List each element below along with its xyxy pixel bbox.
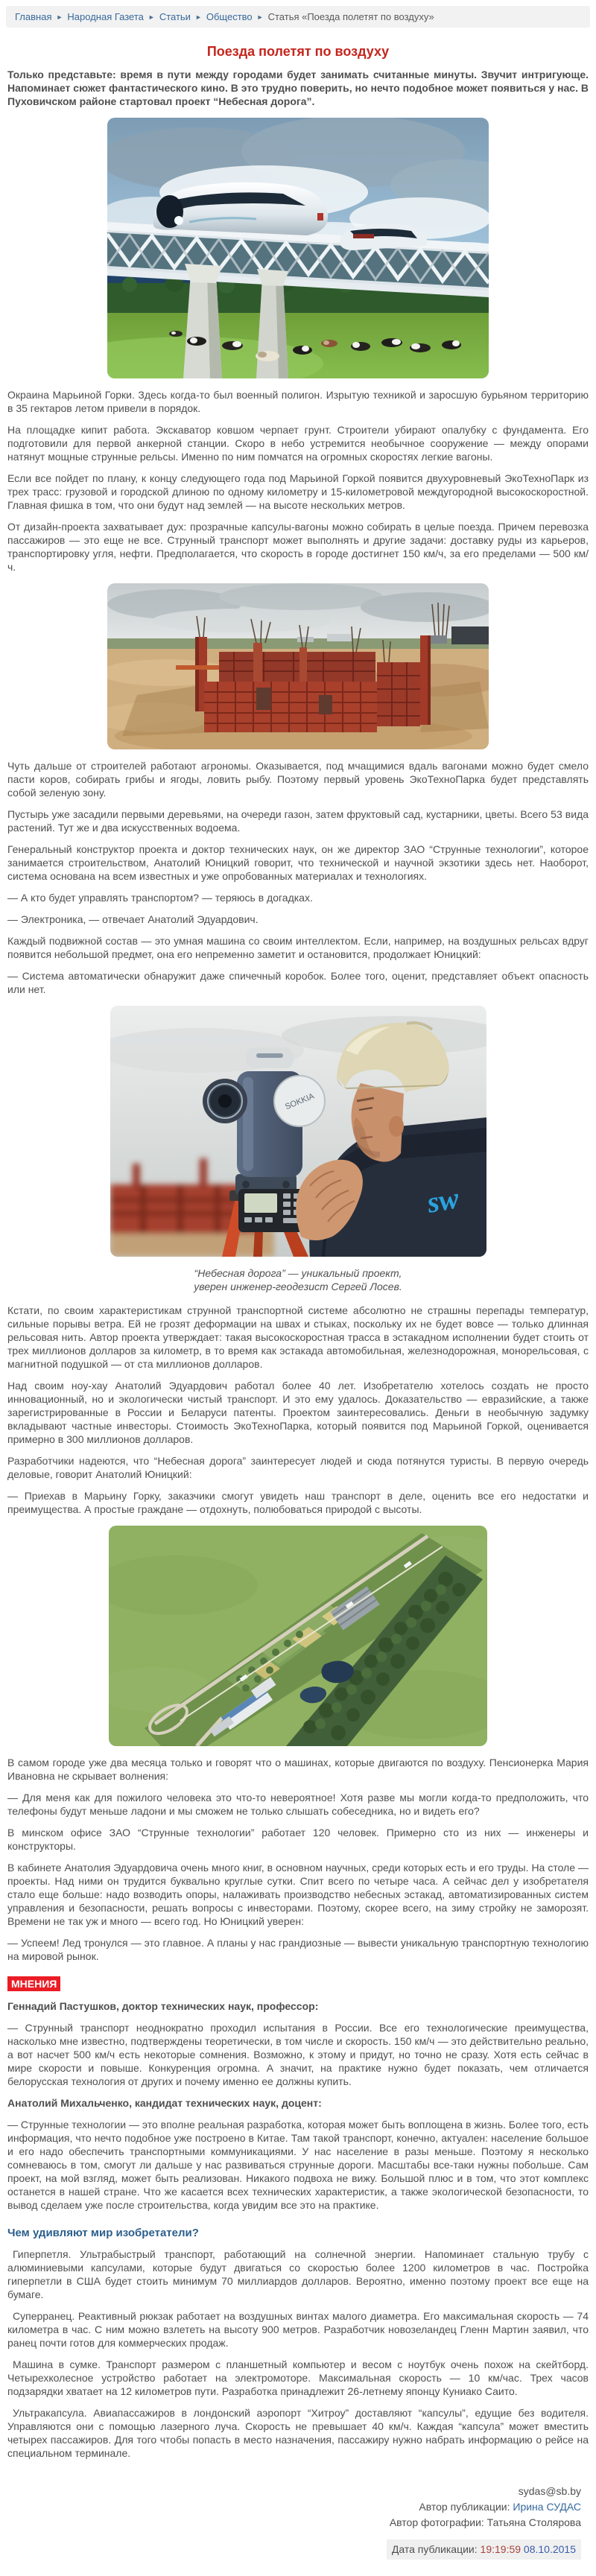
paragraph: На площадке кипит работа. Экскаватор ковшом черпает грунт. Строители убирают опалубку с фундамента. Его подготовили для первой анкерной станции. Скоро в небо устремится необычное сооружение — между опорами натянут мощные струнные рельсы. Именно по ним помчатся на огромных скоростях легкие вагоны. [7,424,589,463]
skyway-concept-illustration [107,118,489,378]
paragraph: — Приехав в Марьину Горку, заказчики смогут увидеть наш транспорт в деле, оценить все его недостатки и преимущества. А простые граждане — отдохнуть, полюбоваться природой с высоты. [7,1490,589,1515]
breadcrumb-separator-icon: ► [194,13,202,21]
paragraph: — Успеем! Лед тронулся — это главное. А планы у нас грандиозные — вывести уникальную транспортную технологию на мировой рынок. [7,1937,589,1962]
breadcrumb-link-society[interactable]: Общество [206,11,253,22]
page-title: Поезда полетят по воздуху [206,44,390,59]
publication-time: 19:19:59 [480,2543,522,2555]
ecotechnopark-aerial-photo [109,1526,487,1746]
paragraph: От дизайн-проекта захватывает дух: прозрачные капсулы-вагоны можно собирать в целые поезда. Причем перевозка пассажиров — это еще не все. Струнный транспорт может выполнять и другие задачи: доставку руды из карьеров, транспортировку угля, нефти. Предполагается, что скорость в городе достигнет 150 км/ч, за его пределами — 500 км/ч. [7,521,589,573]
paragraph: — Система автоматически обнаружит даже спичечный коробок. Более того, оценит, представляет объект опасность или нет. [7,970,589,995]
opinion-author-2: Анатолий Михальченко, кандидат технических наук, доцент: [7,2097,322,2109]
breadcrumb-current: Статья «Поезда полетят по воздуху» [267,11,434,22]
paragraph: — Электроника, — отвечает Анатолий Эдуардович. [7,913,259,925]
surveyor-illustration [110,1006,486,1257]
photographer-name: Татьяна Столярова [486,2516,581,2528]
instrument-brand-label: SOKKIA [283,1091,316,1112]
opinions-badge: МНЕНИЯ [7,1976,60,1991]
opinion-author-1: Геннадий Пастушков, доктор технических наук, профессор: [7,2000,319,2012]
breadcrumb-separator-icon: ► [256,13,264,21]
paragraph: — Для меня как для пожилого человека это что-то невероятное! Хотя разве мы могли когда-то предположить, что телефоны будут меньше ладони и мы сможем не только слышать собеседника, но и видеть его? [7,1792,589,1817]
lead-paragraph: Только представьте: время в пути между городами будет занимать считанные минуты. Звучит интригующе. Напоминает сюжет фантастического кино. В это трудно поверить, но нечто подобное может появиться у нас. В Пуховичском районе стартовал проект “Небесная дорога”. [7,69,589,107]
author-email-link[interactable]: sydas@sb.by [518,2485,581,2497]
inventor-item-jetpack: Суперранец. Реактивный рюкзак работает на воздушных винтах малого диаметра. Его максимальная скорость — 74 километра в час. С ним можно взлететь на высоту 900 метров. Разработчик новозеландец Гленн Мартин заявил, что ранец почти готов для коммерческих продаж. [7,2310,589,2349]
inventor-item-hyperloop: Гиперпетля. Ультрабыстрый транспорт, работающий на солнечной энергии. Напоминает стальную трубу с алюминиевыми капсулами, которые будут двигаться со скоростью более 1200 километров в час. Постройка гиперпетли в США будет стоить минимум 70 миллиардов долларов. Вероятно, именно поэтому проект все еще на бумаге. [7,2248,589,2300]
breadcrumb-link-articles[interactable]: Статьи [159,11,191,22]
article-body [0,68,596,2560]
paragraph: В кабинете Анатолия Эдуардовича очень много книг, в основном научных, среди которых есть и его труды. На столе — проекты. Над ними он трудится буквально круглые сутки. Спит всего по четыре часа. А сейчас дел у изобретателя стало еще больше: надо возводить опоры, налаживать производство небесных эстакад, автоматизированных систем управления и безопасности, решать вопросы с инвесторами. Поэтому, скорее всего, на зиму стройку не заморозят. Времени не так уж и много — всего год. Но Юницкий уверен: [7,1862,589,1927]
inventor-item-bag-car: Машина в сумке. Транспорт размером с планшетный компьютер и весом с ноутбук очень похож на скейтборд. Четырехколесное устройство работает на электромоторе. Максимальная скорость — 10 км/час. Трех часов подзарядки хватает на 12 километров пути. Разработка принадлежит 26-летнему японцу Куниако Саито. [7,2358,589,2397]
surveyor-photo [110,1006,486,1257]
ecotechnopark-aerial-illustration [109,1526,487,1746]
opinion-text-1: — Струнный транспорт неоднократно проходил испытания в России. Все его технологические преимущества, насколько мне известно, подтверждены теоретически, в том числе и скорость. 150 км/ч — это действительно реально, а вот насчет 500 км/ч есть некоторые сомнения. Возможно, к этому и придут, но точно не сразу. Хотя есть сейчас в мире скорости и повыше. Конкуренция огромна. А значит, на практике нужно будет показать, чем отличается белорусская технология от других и почему именно ее должны купить. [7,2022,589,2087]
paragraph: Генеральный конструктор проекта и доктор технических наук, он же директор ЗАО “Струнные технологии”, которое занимается строительством, Анатолий Юницкий говорит, что технической и научной экзотики здесь нет. Наоборот, система основана на всем известных и уже опробованных материалах и технологиях. [7,843,589,882]
construction-site-illustration [107,583,489,749]
paragraph: Каждый подвижной состав — это умная машина со своим интеллектом. Если, например, на воздушных рельсах вдруг появится небольшой предмет, она его непременно заметит и остановится, продолжает Юницкий: [7,935,589,960]
author-name-link[interactable]: Ирина СУДАС [513,2501,581,2513]
paragraph: Чуть дальше от строителей работают агрономы. Оказывается, под мчащимися вдаль вагонами можно будет смело пасти коров, собирать грибы и ягоды, ловить рыбу. Поэтому первый уровень ЭкоТехноПарка будет представлять собой зеленую зону. [7,760,589,799]
publication-date-line [387,2539,581,2560]
paragraph: — А кто будет управлять транспортом? — теряюсь в догадках. [7,892,313,904]
opinion-text-2: — Струнные технологии — это вполне реальная разработка, которая может быть воплощена в жизнь. Более того, есть информация, что нечто подобное уже построено в Китае. Там такой транспорт, конечно, актуален: население большое и его надо обеспечить транспортными коммуникациями. У нас население в разы меньше. Поэтому я несколько сомневаюсь в том, смогут ли дальше у нас развиваться струнные дороги. Масштабы все-таки нужны побольше. Сам проект, на мой взгляд, может быть реализован. Никакого подвоха не вижу. Большой плюс и в том, что этот комплекс останется в нашей стране. Что же касается всех технических характеристик, а также экологической безопасности, то вывод сделаем уже после строительства, когда увидим все это на практике. [7,2119,589,2211]
ear [389,1116,404,1137]
jacket-logo: sw [424,1181,461,1219]
date-label: Дата публикации: [391,2543,481,2555]
breadcrumb-separator-icon: ► [56,13,63,21]
paragraph: В минском офисе ЗАО “Струнные технологии” работает 120 человек. Примерно сто из них — инженеры и конструкторы. [7,1827,589,1852]
skyway-concept-photo [107,118,489,378]
author-label: Автор публикации: [419,2501,513,2513]
front-capsule-train [153,183,328,235]
paragraph: Кстати, по своим характеристикам струнной транспортной системе абсолютно не страшны перепады температур, сильные порывы ветра. Ей не грозят деформации на швах и стыках, поскольку их не будет вовсе — только длинная рельсовая нить. Автор проекта утверждает: такая высокоскоростная трасса в эстакадном исполнении будет стоить от трех миллионов долларов за километр, в то время как эстакада автомобильная, железнодорожная, монорельсовая, с магнитной подушкой — от ста миллионов долларов. [7,1304,589,1370]
inventors-heading: Чем удивляют мир изобретатели? [7,2227,199,2239]
breadcrumb-link-gazeta[interactable]: Народная Газета [67,11,144,22]
photo-caption [7,1266,589,1293]
caption-line-1: “Небесная дорога” — уникальный проект, [194,1267,402,1279]
breadcrumb-link-home[interactable]: Главная [15,11,52,22]
construction-site-photo [107,583,489,749]
paragraph: В самом городе уже два месяца только и говорят что о машинах, которые двигаются по воздуху. Пенсионерка Мария Ивановна не скрывает волнения: [7,1757,589,1782]
publication-date: 08.10.2015 [523,2543,576,2555]
paragraph: Над своим ноу-хау Анатолий Эдуардович работал более 40 лет. Изобретателю хотелось создать не просто инновационный, но и экологически чистый транспорт. И это ему удалось. Доказательство — евразийские, а также зарегистрированные в России и Беларуси патенты. Проектом заинтересовались. Деньги в необычную задумку вкладывают частные инвесторы. Стоимость ЭкоТехноПарка, который появится под Марьиной Горкой, оценивается примерно в 300 миллионов долларов. [7,1380,589,1445]
breadcrumb [6,6,590,28]
paragraph: Пустырь уже засадили первыми деревьями, на очереди газон, затем фруктовый сад, кустарники, цветы. Всего 53 вида растений. Тут же и два искусственных водоема. [7,808,589,834]
breadcrumb-separator-icon: ► [148,13,155,21]
inventor-item-ultracapsule: Ультракапсула. Авиапассажиров в лондонский аэропорт “Хитроу” доставляют “капсулы”, едущие без водителя. Управляются они с помощью лазерного луча. Скорость не превышает 40 км/ч. Каждая “капсула” может вместить четырех пассажиров. Для того чтобы попасть в место назначения, пассажиру нужно набрать информацию о рейсе на специальном терминале. [7,2407,589,2459]
caption-line-2: уверен инженер-геодезист Сергей Лосев. [194,1281,402,1292]
photographer-label: Автор фотографии: [389,2516,487,2528]
article-footer [15,2484,581,2560]
paragraph: Разработчики надеются, что “Небесная дорога” заинтересует людей и сюда потянутся туристы. В первую очередь деловые, говорит Анатолий Юницкий: [7,1455,589,1480]
paragraph: Если все пойдет по плану, к концу следующего года под Марьиной Горкой появится двухуровневый ЭкоТехноПарк из трех трасс: грузовой и городской длиною по одному километру и 15-километровой междугородной высокоскоростной. Главная фишка в том, что они будут над землей — на высоте нескольких метров. [7,472,589,511]
paragraph: Окраина Марьиной Горки. Здесь когда-то был военный полигон. Изрытую техникой и заросшую бурьяном территорию в 35 гектаров летом привели в порядок. [7,389,589,414]
